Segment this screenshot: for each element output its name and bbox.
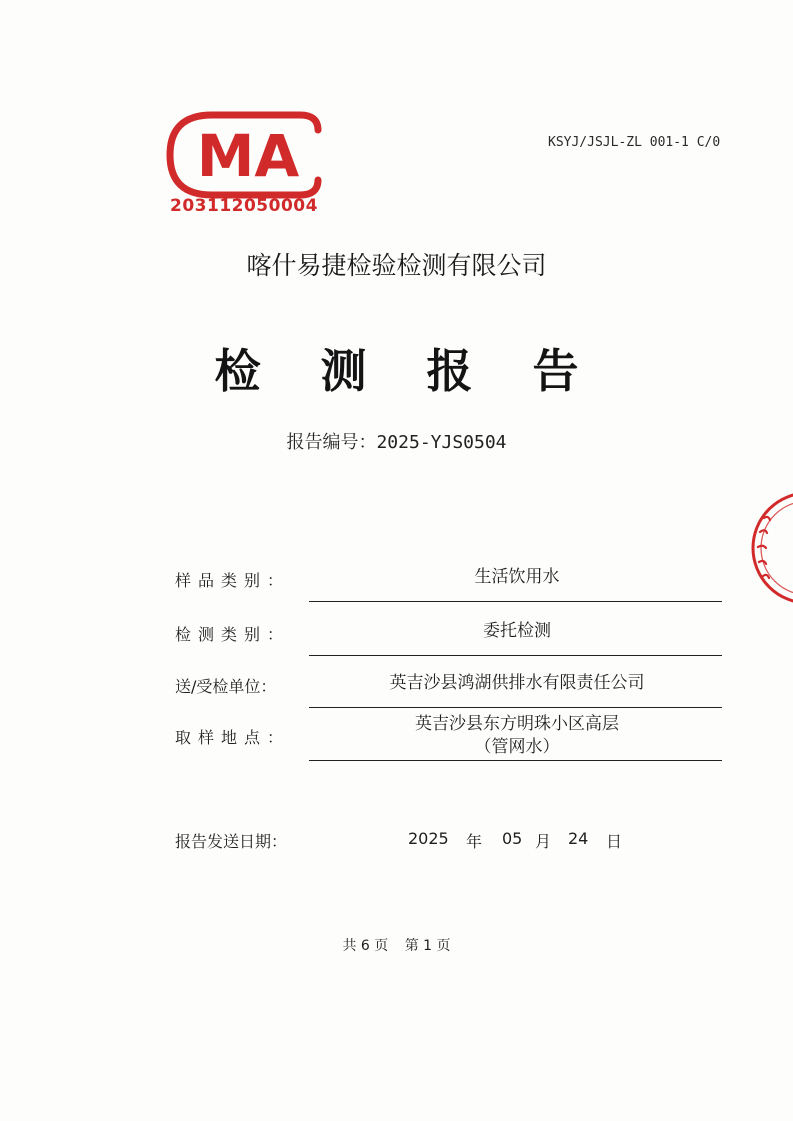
report-number-label: 报告编号： [286, 432, 377, 453]
sampling-location-underline [309, 760, 722, 761]
cma-letters: MA [196, 122, 300, 190]
company-name: 喀什易捷检验检测有限公司 [246, 251, 547, 280]
report-number [0, 428, 793, 454]
sample-category-underline [309, 601, 722, 602]
submitting-unit-underline [309, 707, 722, 708]
issue-date-day: 24 [568, 829, 589, 848]
sample-category-label: 样品类别： [175, 571, 291, 590]
submitting-unit-value: 英吉沙县鸿湖供排水有限责任公司 [389, 673, 645, 693]
issue-date-label: 报告发送日期： [175, 832, 288, 851]
issue-date-month-unit: 月 [535, 832, 552, 851]
sample-category-value: 生活饮用水 [474, 567, 560, 587]
test-category-value: 委托检测 [483, 621, 551, 641]
document-code: KSYJ/JSJL-ZL 001-1 C/0 [548, 135, 721, 150]
issue-date-day-unit: 日 [606, 832, 623, 851]
test-category-underline [309, 655, 722, 656]
sampling-location-label: 取样地点： [175, 728, 291, 747]
cma-number: 203112050004 [170, 196, 318, 216]
issue-date-year: 2025 [408, 829, 449, 848]
company-stamp-partial [740, 490, 793, 610]
report-number-value: 2025-YJS0504 [376, 432, 507, 453]
pagination [0, 935, 793, 955]
issue-date-year-unit: 年 [466, 832, 483, 851]
issue-date-month: 05 [502, 829, 523, 848]
sampling-location-line2: （管网水） [474, 737, 560, 757]
page-current: 第 1 页 [404, 938, 451, 954]
sampling-location-line1: 英吉沙县东方明珠小区高层 [415, 714, 619, 734]
test-category-label: 检测类别： [175, 625, 291, 644]
report-title: 检 测 报 告 [214, 344, 601, 398]
submitting-unit-label: 送/受检单位： [175, 677, 277, 696]
page-total: 共 6 页 [342, 938, 389, 954]
